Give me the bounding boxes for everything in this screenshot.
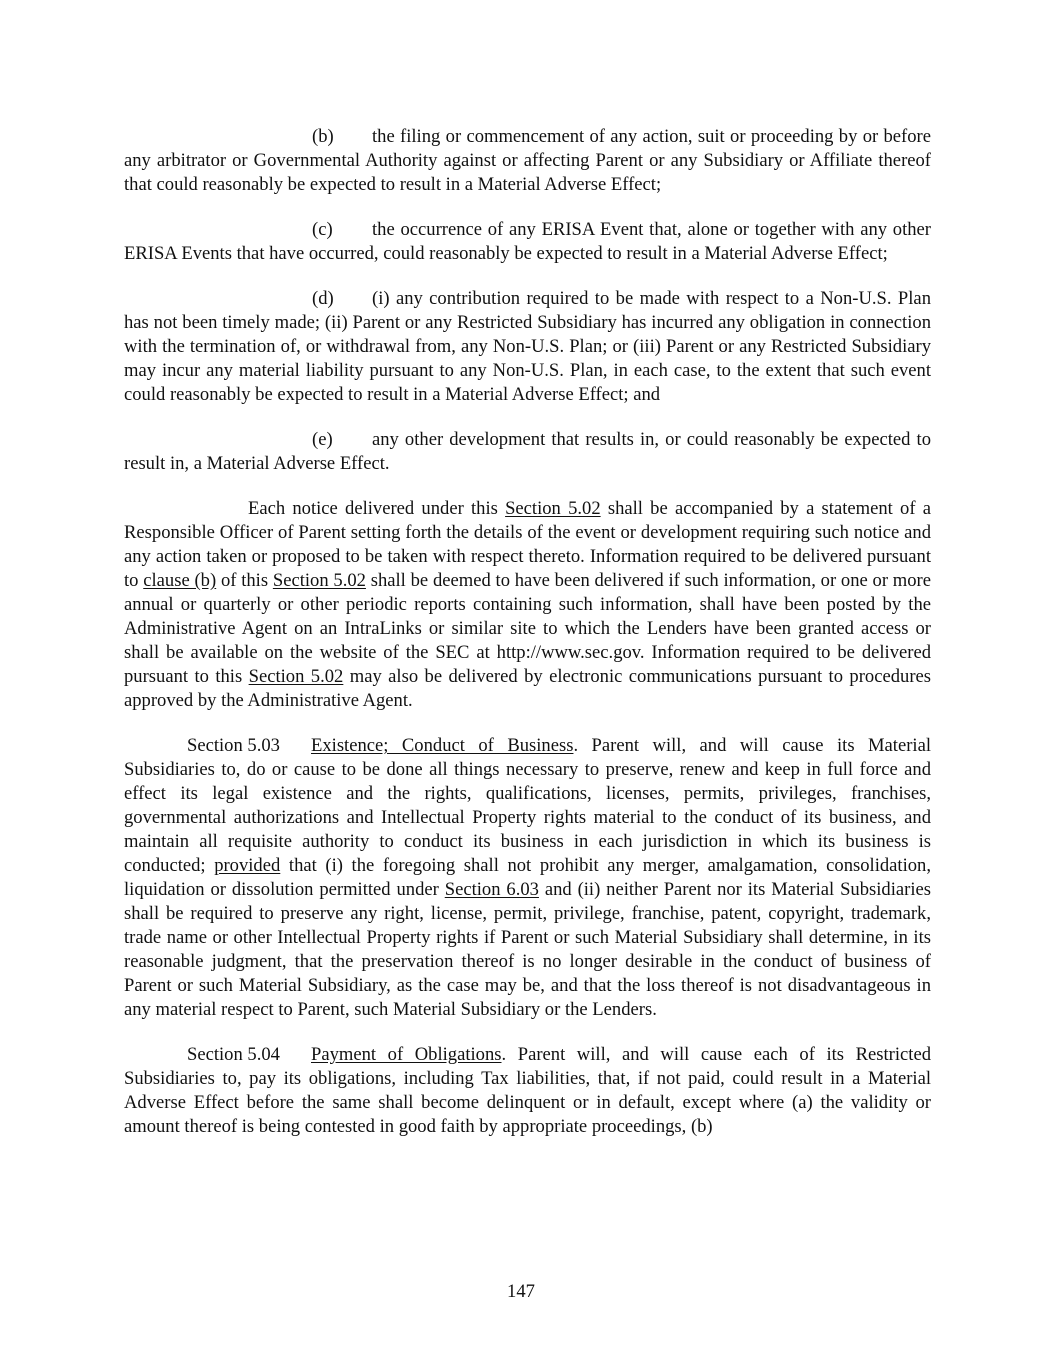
cross-reference: Existence; Conduct of Business (311, 735, 574, 756)
paragraph-text: and (ii) neither Parent nor its Material Subsidiaries shall be required to preserve any right, license, permit, privilege, franchise, patent, copyright, trademark, trade name or other Intellectual Property rights if Parent or such Material Subsidiary shall determine, in its reasonable judgment, that the preservation thereof is no longer desirable in the conduct of business of Parent or such Material Subsidiary, as the case may be, and that the loss thereof is not disadvantageous in any material respect to Parent, such Material Subsidiary or the Lenders. (124, 879, 931, 1020)
cross-reference: clause (b) (143, 570, 217, 591)
paragraph-label: (e) (312, 429, 333, 450)
paragraph-text: the occurrence of any ERISA Event that, alone or together with any other ERISA Events that have occurred, could reasonably be expected to result in a Material Adverse Effect; (124, 219, 931, 264)
paragraph-label: (b) (312, 126, 334, 147)
clause-paragraph (124, 428, 931, 476)
paragraph-text: . Parent will, and will cause its Material Subsidiaries to, do or cause to be done all things necessary to preserve, renew and keep in full force and effect its legal existence and the rights, qualifications, licenses, permits, privileges, franchises, governmental authorizations and Intellectual Property rights material to the conduct of its business, and maintain all requisite authority to conduct its business in each jurisdiction in which its business is conducted; (124, 735, 932, 876)
page-number: 147 (507, 1281, 535, 1302)
paragraph-label: (d) (312, 288, 334, 309)
cross-reference: Payment of Obligations (311, 1044, 502, 1065)
cross-reference: Section 5.02 (505, 498, 601, 519)
cross-reference: Section 6.03 (444, 879, 539, 900)
paragraph-text: Each notice delivered under this (248, 498, 506, 519)
paragraph-text: may also be delivered by electronic communications pursuant to procedures approved by the Administrative Agent. (124, 666, 932, 711)
cross-reference: Section 5.02 (272, 570, 366, 591)
section-paragraph (124, 734, 931, 1022)
paragraph-label: Section 5.04 (187, 1044, 280, 1065)
paragraph-text: of this (216, 570, 273, 591)
notice-paragraph (124, 497, 931, 713)
section-paragraph (124, 1043, 931, 1139)
paragraph-label: (c) (312, 219, 333, 240)
paragraph-text: shall be deemed to have been delivered if such information, or one or more annual or quarterly or other periodic reports containing such information, shall have been posted by the Administrative Agent on an IntraLinks or similar site to which the Lenders have been granted access or shall be available on the website of the SEC at http://www.sec.gov. Information required to be delivered pursuant to this (124, 570, 931, 687)
paragraph-text: (i) any contribution required to be made with respect to a Non-U.S. Plan has not been timely made; (ii) Parent or any Restricted Subsidiary has incurred any obligation in connection with the termination of, or withdrawal from, any Non-U.S. Plan; or (iii) Parent or any Restricted Subsidiary may incur any material liability pursuant to any Non-U.S. Plan, in each case, to the extent that such event could reasonably be expected to result in a Material Adverse Effect; and (124, 288, 931, 405)
paragraph-text: the filing or commencement of any action, suit or proceeding by or before any arbitrator or Governmental Authority against or affecting Parent or any Subsidiary or Affiliate thereof that could reasonably be expected to result in a Material Adverse Effect; (124, 126, 931, 195)
paragraph-label: Section 5.03 (187, 735, 280, 756)
cross-reference: provided (214, 855, 281, 876)
document-body (124, 125, 931, 1160)
paragraph-text: any other development that results in, or could reasonably be expected to result in, a Material Adverse Effect. (124, 429, 931, 474)
cross-reference: Section 5.02 (248, 666, 344, 687)
paragraph-text: that (i) the foregoing shall not prohibit any merger, amalgamation, consolidation, liquidation or dissolution permitted under (124, 855, 931, 900)
clause-paragraph (124, 218, 931, 266)
paragraph-text: . Parent will, and will cause each of its Restricted Subsidiaries to, pay its obligations, including Tax liabilities, that, if not paid, could result in a Material Adverse Effect before the same shall become delinquent or in default, except where (a) the validity or amount thereof is being contested in good faith by appropriate proceedings, (b) (124, 1044, 932, 1137)
clause-paragraph (124, 125, 931, 197)
clause-paragraph (124, 287, 931, 407)
paragraph-text: shall be accompanied by a statement of a Responsible Officer of Parent setting forth the details of the event or development requiring such notice and any action taken or proposed to be taken with respect thereto. Information required to be delivered pursuant to (124, 498, 931, 591)
